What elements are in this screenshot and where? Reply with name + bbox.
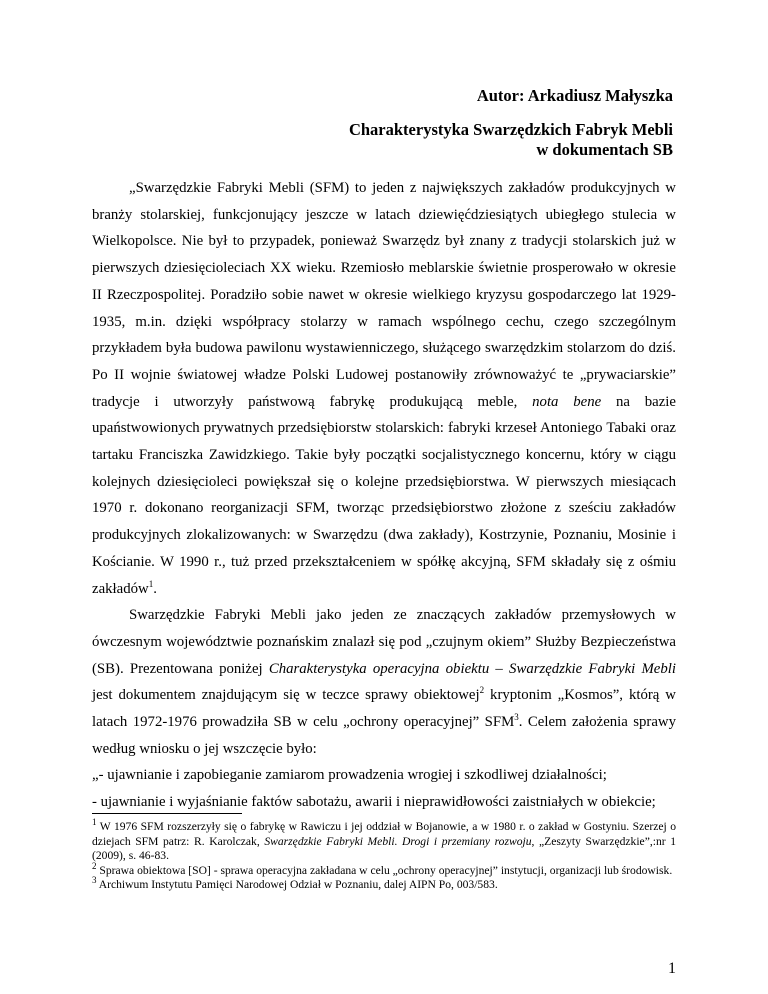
footnote-2-text: Sprawa obiektowa [SO] - sprawa operacyjna zakładana w celu „ochrony operacyjnej” instytucji, organizacji lub środowisk. — [96, 863, 673, 877]
title-line-1: Charakterystyka Swarzędzkich Fabryk Mebli — [348, 120, 673, 139]
footnote-ref-1[interactable]: 1 — [148, 578, 154, 589]
paragraph-2 — [92, 602, 676, 762]
footnote-1-number: 1 — [92, 817, 97, 828]
footnote-1-text-a: W 1976 SFM rozszerzyły się o fabrykę w Rawiczu i jej oddział w Bojanowie, a w 1980 r. o zakład w Gostyniu. Szerzej o dziejach SFM patrz: R. Karolczak, — [92, 820, 676, 848]
footnote-1-emphasis: Swarzędzkie Fabryki Mebli. Drogi i przemiany rozwoju — [264, 834, 532, 848]
title-line-2: w dokumentach SB — [536, 140, 673, 159]
paragraph-2-emphasis: Charakterystyka operacyjna obiektu – Swarzędzkie Fabryki Mebli — [268, 660, 676, 677]
footnote-2 — [92, 860, 676, 879]
paragraph-3: „- ujawnianie i zapobieganie zamiarom prowadzenia wrogiej i szkodliwej działalności; — [92, 767, 607, 784]
footnotes — [92, 817, 677, 893]
footnote-ref-2[interactable]: 2 — [479, 685, 485, 696]
paragraph-1-text-c: . — [153, 580, 157, 597]
paragraph-2-text-c: kryptonim „Kosmos”, którą w latach 1972-1976 prowadziła SB w celu „ochrony operacyjnej” SFM — [92, 687, 676, 731]
footnote-1 — [92, 817, 677, 864]
footnote-3 — [92, 875, 676, 893]
paragraph-4: - ujawnianie i wyjaśnianie faktów sabotażu, awarii i nieprawidłowości zaistniałych w obiekcie; — [92, 794, 656, 811]
footnote-ref-3[interactable]: 3 — [514, 712, 519, 723]
page-number: 1 — [668, 960, 676, 977]
paragraph-1-text-b: na bazie upaństwowionych prywatnych przedsiębiorstw stolarskich: fabryki krzeseł Antoniego Tabaki oraz tartaku Franciszka Zawidzkiego. Takie były początki socjalistycznego koncernu, który w ciągu kolejnych dziesięcioleci powiększał się o kolejne przedsiębiorstwa. W pierwszych miesiącach 1970 r. dokonano reorganizacji SFM, tworząc przedsiębiorstwo złożone z sześciu zakładów produkcyjnych zlokalizowanych: w Swarzędzu (dwa zakłady), Kostrzynie, Poznaniu, Mosinie i Kościanie. W 1990 r., tuż przed przekształceniem w spółkę akcyjną, SFM składały się z ośmiu zakładów — [92, 393, 676, 597]
document-title — [349, 120, 673, 160]
footnote-1-text-b: , „Zeszyty Swarzędzkie”,:nr 1 (2009), s. 46-83. — [92, 834, 677, 862]
paragraph-1 — [92, 175, 676, 602]
footnote-3-text: Archiwum Instytutu Pamięci Narodowej Odział w Poznaniu, dalej AIPN Po, 003/583. — [96, 878, 498, 891]
paragraph-1-emphasis: nota bene — [532, 393, 602, 410]
footnote-2-number: 2 — [92, 860, 97, 871]
main-text — [92, 175, 676, 816]
paragraph-2-text-d: . Celem założenia sprawy według wniosku o jej wszczęcie było: — [92, 714, 677, 757]
footnote-3-number: 3 — [92, 875, 97, 886]
footnote-separator — [92, 813, 242, 814]
paragraph-2-text-b: jest dokumentem znajdującym się w teczce sprawy obiektowej — [92, 687, 480, 704]
paragraph-1-text-a: „Swarzędzkie Fabryki Mebli (SFM) to jeden z największych zakładów produkcyjnych w branży stolarskiej, funkcjonujący jeszcze w latach dziewięćdziesiątych ubiegłego stulecia w Wielkopolsce. Nie był to przypadek, ponieważ Swarzędz był znany z tradycji stolarskich już w pierwszych dziesięcioleciach XX wieku. Rzemiosło meblarskie świetnie prosperowało w okresie II Rzeczpospolitej. Poradziło sobie nawet w okresie wielkiego kryzysu gospodarczego lat 1929-1935, m.in. dzięki współpracy stolarzy w ramach wspólnego cechu, czego szczególnym przykładem była budowa pawilonu wystawienniczego, służącego swarzędzkim stolarzom do dziś. Po II wojnie światowej władze Polski Ludowej postanowiły zrównoważyć te „prywaciarskie” tradycje i utworzyły państwową fabrykę produkującą meble, — [92, 180, 676, 410]
paragraph-2-text-a: Swarzędzkie Fabryki Mebli jako jeden ze znaczących zakładów przemysłowych w ówczesnym województwie poznańskim znalazł się pod „czujnym okiem” Służby Bezpieczeństwa (SB). Prezentowana poniżej — [92, 607, 676, 677]
author-line: Autor: Arkadiusz Małyszka — [476, 86, 673, 105]
